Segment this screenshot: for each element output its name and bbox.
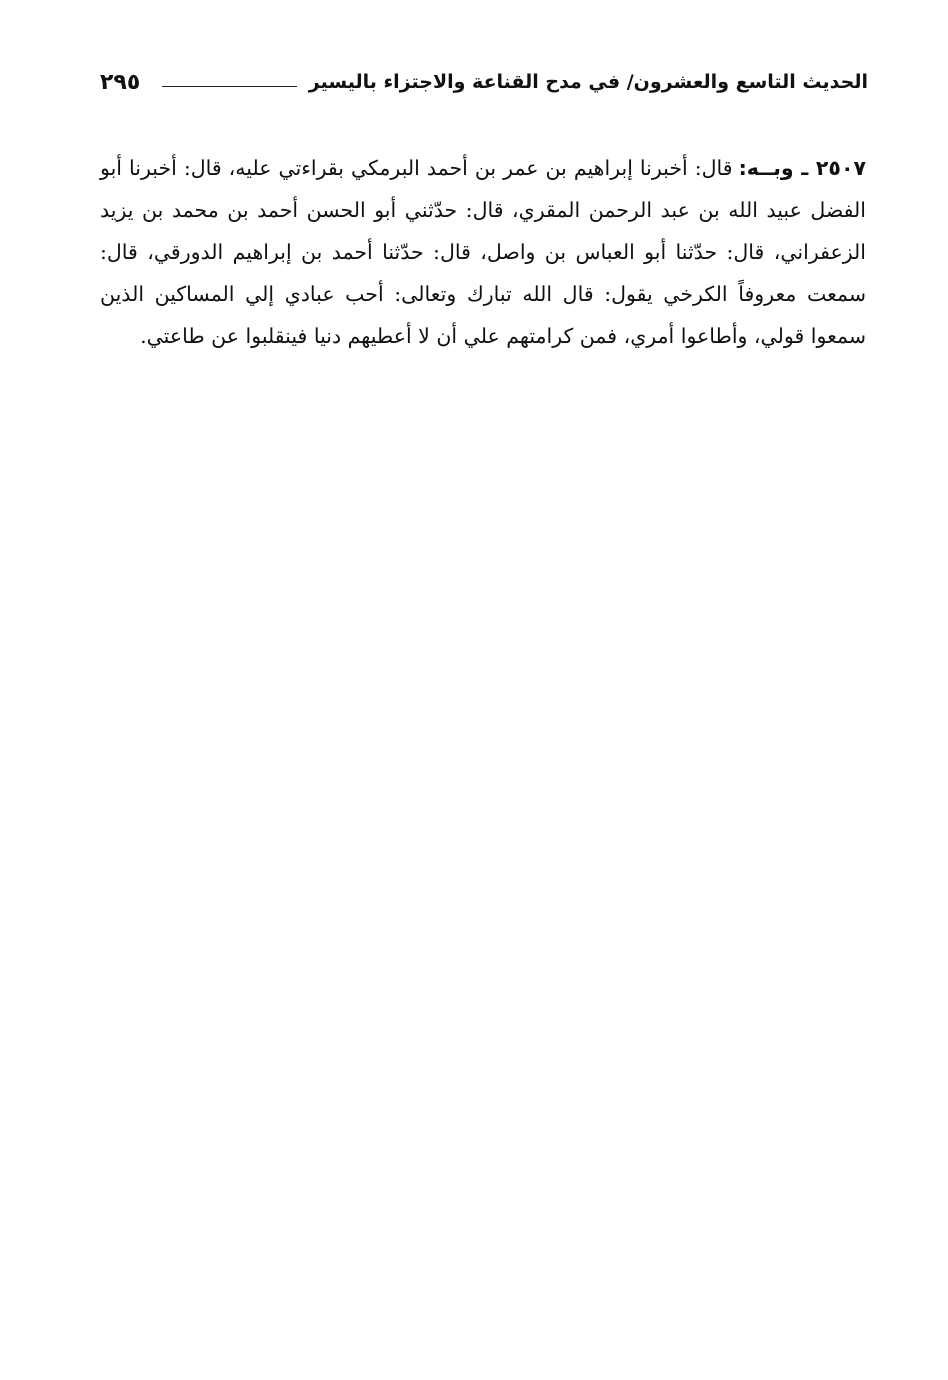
hadith-paragraph [100,147,866,357]
page-header [100,62,868,102]
page-number: ٢٩٥ [100,69,141,95]
header-rule [162,86,296,87]
hadith-text: قال: أخبرنا إبراهيم بن عمر بن أحمد البرمكي بقراءتي عليه، قال: أخبرنا أبو الفضل عبيد الله بن عبد الرحمن المقري، قال: حدّثني أبو الحسن أحمد بن محمد بن يزيد الزعفراني، قال: حدّثنا أبو العباس بن واصل، قال: حدّثنا أحمد بن إبراهيم الدورقي، قال: سمعت معروفاً الكرخي يقول: قال الله تبارك وتعالى: أحب عبادي إلي المساكين الذين سمعوا قولي، وأطاعوا أمري، فمن كرامتهم علي أن لا أعطيهم دنيا فينقلبوا عن طاعتي. [100,155,866,348]
hadith-number: ٢٥٠٧ ـ وبــه: [738,155,866,180]
running-head: الحديث التاسع والعشرون/ في مدح القناعة والاجتزاء باليسير [308,71,868,93]
